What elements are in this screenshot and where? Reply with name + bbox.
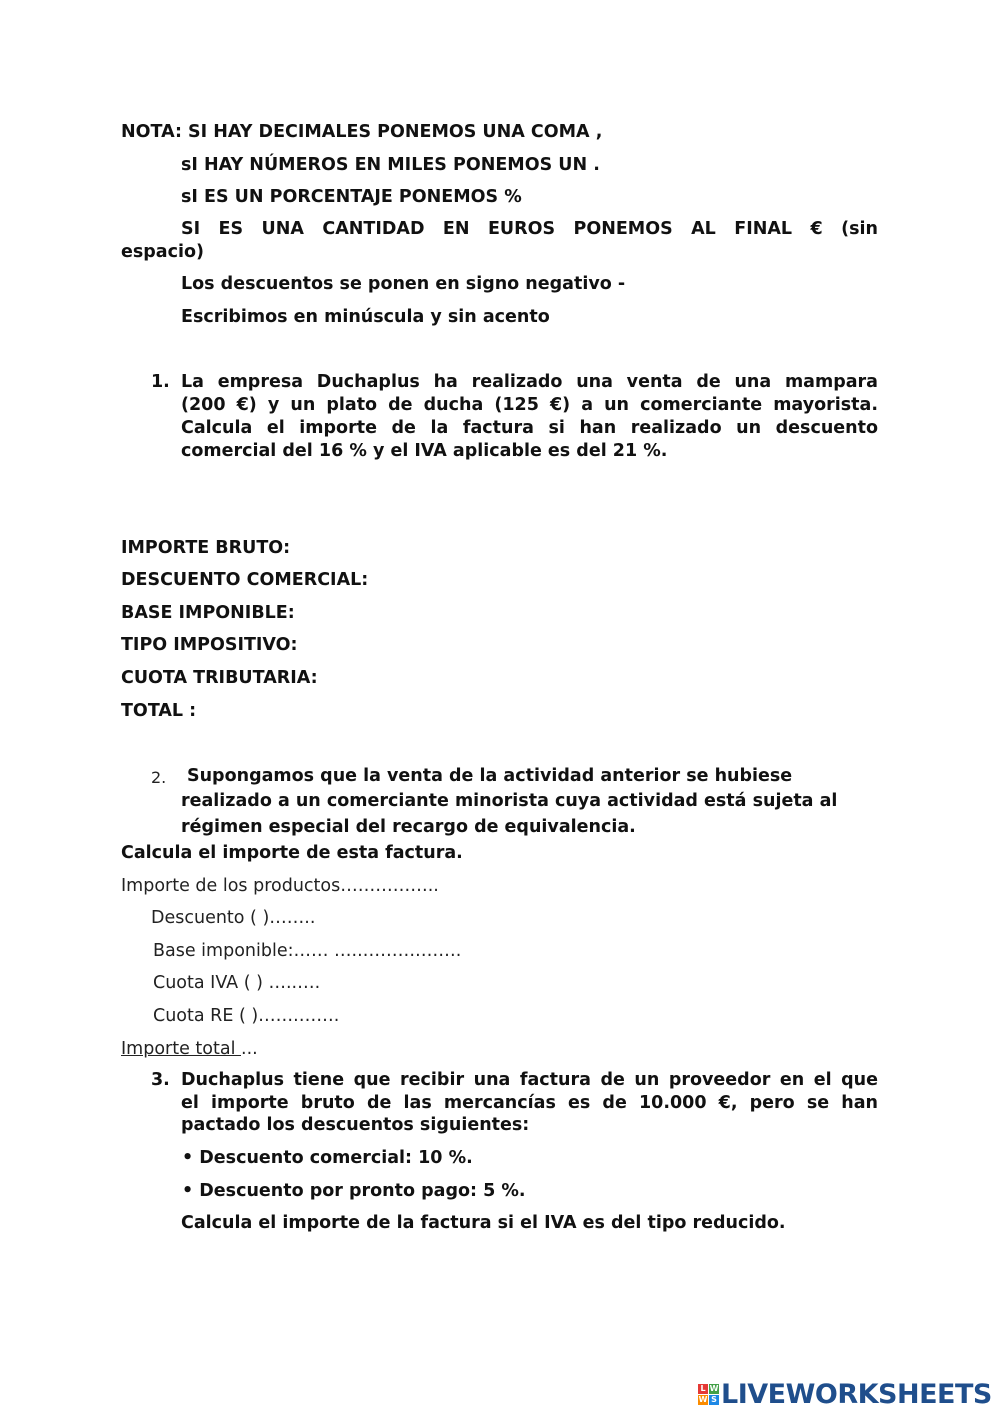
exercise-3-line: pactado los descuentos siguientes: [181, 1115, 530, 1135]
exercise-3-line: el importe bruto de las mercancías es de 10.000 €, pero se han [181, 1093, 878, 1113]
exercise-1-number: 1. [151, 372, 170, 392]
liveworksheets-logo [698, 1378, 992, 1410]
importe-total-label: Importe total [121, 1039, 241, 1059]
exercise-1-line: La empresa Duchaplus ha realizado una venta de una mampara [181, 372, 878, 392]
exercise-1-line: (200 €) y un plato de ducha (125 €) a un comerciante mayorista. [181, 395, 878, 415]
exercise-2-line: Supongamos que la venta de la actividad anterior se hubiese [187, 766, 793, 786]
row-cuota-iva: Cuota IVA ( ) …..…. [153, 973, 321, 993]
note-line-3: sI ES UN PORCENTAJE PONEMOS % [181, 187, 522, 207]
bullet-dot-icon: • [182, 1181, 194, 1201]
field-cuota-tributaria: CUOTA TRIBUTARIA: [121, 668, 318, 688]
field-total: TOTAL : [121, 701, 197, 721]
liveworksheets-brand: LIVEWORKSHEETS [721, 1378, 992, 1410]
note-line-6: Escribimos en minúscula y sin acento [181, 307, 550, 327]
note-line-2: sI HAY NÚMEROS EN MILES PONEMOS UN . [181, 155, 600, 175]
bullet-item: • Descuento por pronto pago: 5 %. [182, 1181, 526, 1201]
row-importe-total [121, 1038, 258, 1061]
field-descuento-comercial: DESCUENTO COMERCIAL: [121, 570, 369, 590]
exercise-3-line: Duchaplus tiene que recibir una factura de un proveedor en el que [181, 1070, 878, 1090]
bullet-dot-icon: • [182, 1148, 194, 1168]
row-base-imponible: Base imponible:…… …..……….……. [153, 941, 462, 961]
exercise-2-prompt: Calcula el importe de esta factura. [121, 843, 463, 863]
liveworksheets-logo-icon: L W W S [698, 1383, 719, 1404]
exercise-2-line: realizado a un comerciante minorista cuya actividad está sujeta al [181, 791, 838, 811]
field-importe-bruto: IMPORTE BRUTO: [121, 538, 291, 558]
note-line-5: Los descuentos se ponen en signo negativo - [181, 274, 626, 294]
exercise-3-prompt: Calcula el importe de la factura si el IVA es del tipo reducido. [181, 1213, 786, 1233]
exercise-1-line: comercial del 16 % y el IVA aplicable es del 21 %. [181, 441, 668, 461]
exercise-3-number: 3. [151, 1070, 170, 1090]
note-line-1: NOTA: SI HAY DECIMALES PONEMOS UNA COMA , [121, 122, 603, 142]
exercise-2-number: 2. [151, 768, 167, 787]
field-base-imponible: BASE IMPONIBLE: [121, 603, 295, 623]
bullet-item: • Descuento comercial: 10 %. [182, 1148, 473, 1168]
exercise-1-line: Calcula el importe de la factura si han realizado un descuento [181, 418, 878, 438]
row-importe-productos: Importe de los productos…………….. [121, 876, 439, 896]
exercise-2-line: régimen especial del recargo de equivalencia. [181, 817, 636, 837]
field-tipo-impositivo: TIPO IMPOSITIVO: [121, 635, 298, 655]
row-descuento: Descuento ( )…….. [151, 908, 316, 928]
note-line-4b: espacio) [121, 242, 205, 262]
row-cuota-re: Cuota RE ( )…….……. [153, 1006, 340, 1026]
importe-total-dots: ... [241, 1039, 258, 1059]
note-line-4: SI ES UNA CANTIDAD EN EUROS PONEMOS AL FINAL € (sin [181, 219, 878, 239]
